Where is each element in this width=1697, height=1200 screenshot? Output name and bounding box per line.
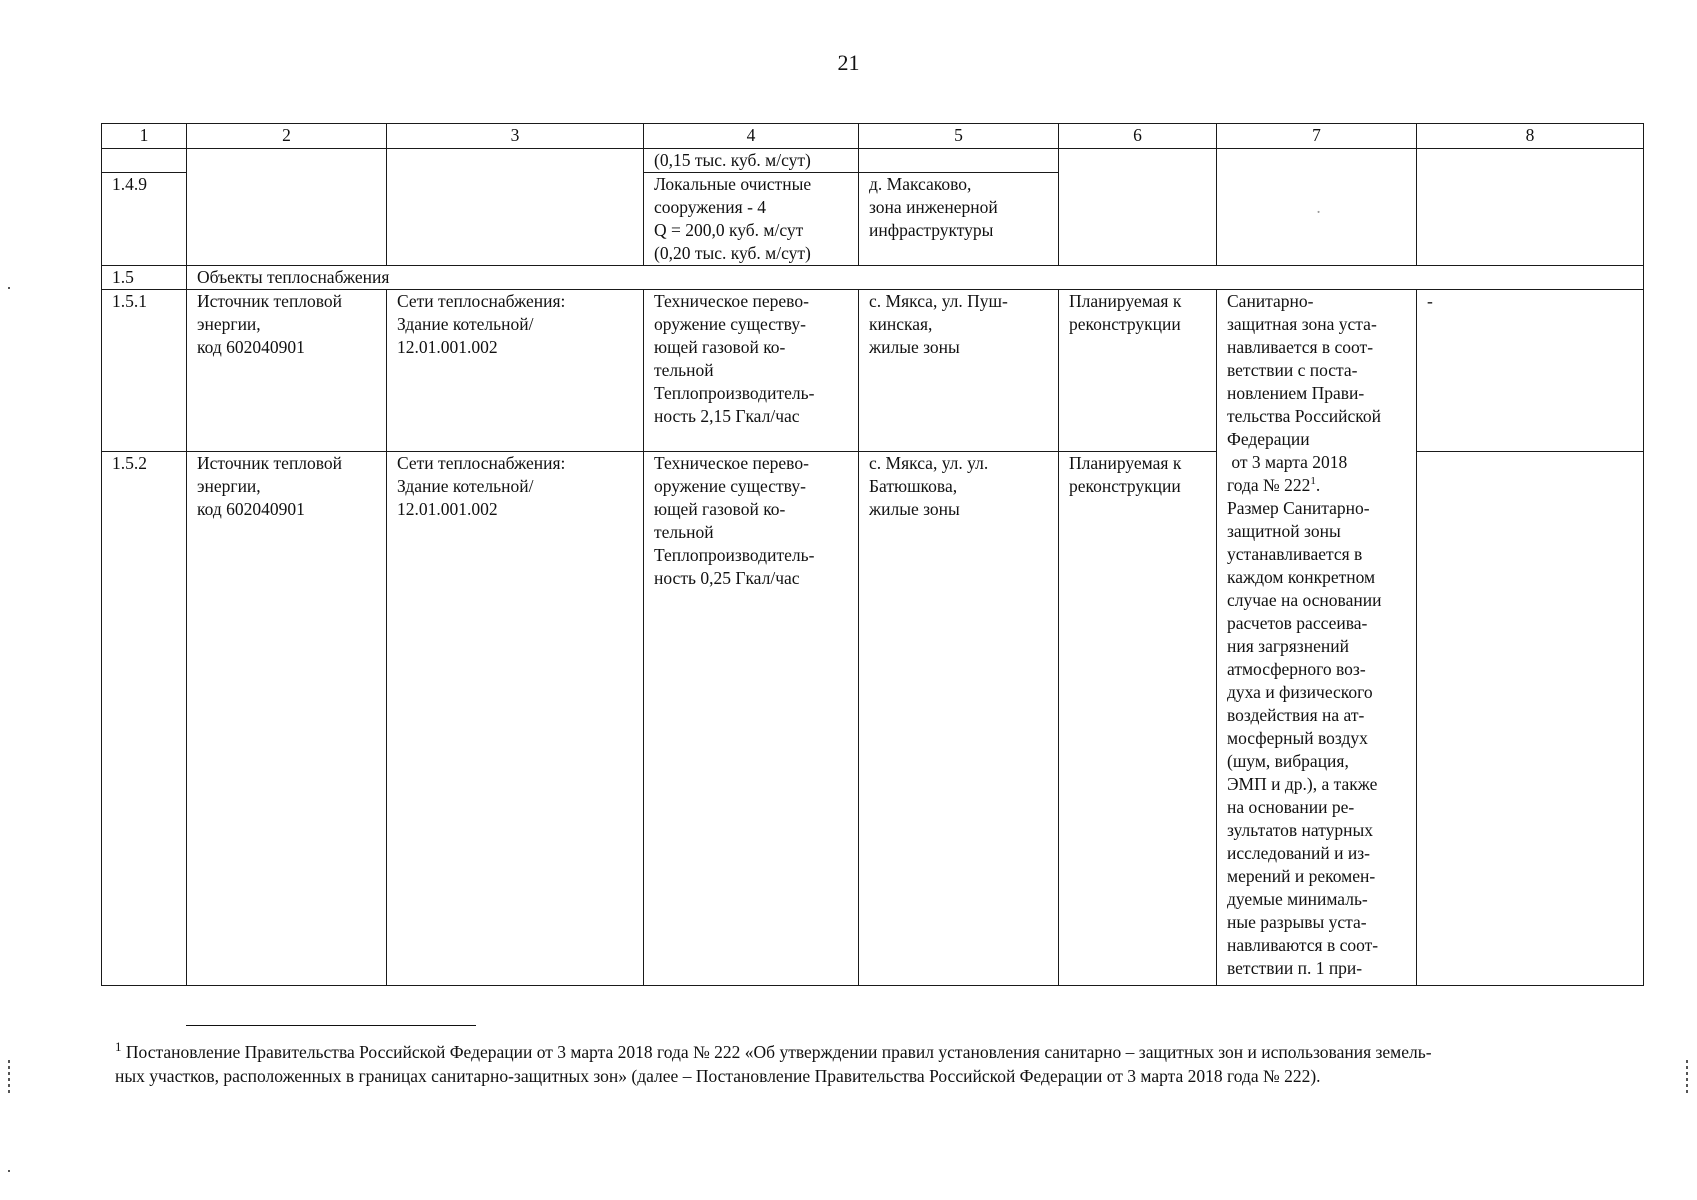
cell-num: 1.4.9 [102, 173, 187, 266]
cell-line: реконструкции [1069, 476, 1181, 496]
cell-line: жилые зоны [869, 499, 960, 519]
cell-line: устанавливается в [1227, 544, 1363, 564]
cell-line: ветствии п. 1 при- [1227, 958, 1363, 978]
cell-col8 [1417, 149, 1644, 266]
cell-line: энергии, [197, 476, 261, 496]
table-row-continuation [102, 149, 1644, 173]
cell-line: 12.01.001.002 [397, 499, 498, 519]
cell-line: Размер Санитарно- [1227, 498, 1370, 518]
cell-line: защитная зона уста- [1227, 314, 1377, 334]
cell-line: дуемые минималь- [1227, 889, 1368, 909]
cell-num: 1.5.1 [102, 290, 187, 452]
cell-line: Источник тепловой [197, 291, 343, 311]
cell-line: Техническое перево- [654, 291, 809, 311]
cell-col8 [1417, 290, 1644, 452]
ref-tail: . [1315, 475, 1321, 495]
cell-line: д. Максаково, [869, 174, 972, 194]
cell-line: жилые зоны [869, 337, 960, 357]
table-section-row-1-5 [102, 266, 1644, 290]
header-cell: 7 [1217, 124, 1417, 149]
cell-line: ность 2,15 Гкал/час [654, 406, 800, 426]
cell-line: воздействия на ат- [1227, 705, 1365, 725]
header-cell: 8 [1417, 124, 1644, 149]
cell-num: 1.5.2 [102, 452, 187, 986]
cell-line: Здание котельной/ [397, 476, 534, 496]
cell-line: ветствии с поста- [1227, 360, 1358, 380]
planning-table [101, 123, 1644, 986]
cell-col2 [187, 290, 387, 452]
footnote-mark: 1 [115, 1039, 122, 1055]
header-cell: 2 [187, 124, 387, 149]
cell-line: Планируемая к [1069, 453, 1182, 473]
cell-line: новлением Прави- [1227, 383, 1365, 403]
cell-line: (шум, вибрация, [1227, 751, 1349, 771]
cell-col6 [1059, 452, 1217, 986]
cell-mark: . [1316, 196, 1321, 217]
cell-line: Здание котельной/ [397, 314, 534, 334]
table-header-row [102, 124, 1644, 149]
cell-line: тельной [654, 360, 714, 380]
cell-line: Источник тепловой [197, 453, 343, 473]
cell-line: оружение существу- [654, 314, 806, 334]
ref-text: года № 222 [1227, 475, 1311, 495]
footnote-text: Постановление Правительства Российской Федерации от 3 марта 2018 года № 222 «Об утверждении правил установления санитарно – защитных зон и использования земель- [125, 1042, 1432, 1062]
cell-line: ющей газовой ко- [654, 499, 786, 519]
cell-line: Теплопроизводитель- [654, 383, 815, 403]
cell-line: Батюшкова, [869, 476, 958, 496]
cell-col4 [644, 149, 859, 173]
cell-line: на основании ре- [1227, 797, 1355, 817]
cell-col4 [644, 290, 859, 452]
cell-line: ния загрязнений [1227, 636, 1349, 656]
cell-col3 [387, 290, 644, 452]
cell-line: код 602040901 [197, 499, 305, 519]
cell-line: оружение существу- [654, 476, 806, 496]
cell-col2 [187, 149, 387, 266]
cell-line: реконструкции [1069, 314, 1181, 334]
cell-line: Q = 200,0 куб. м/сут [654, 220, 804, 240]
cell-line: Сети теплоснабжения: [397, 453, 566, 473]
cell-line: код 602040901 [197, 337, 305, 357]
cell-line: защитной зоны [1227, 521, 1341, 541]
cell-line: (0,20 тыс. куб. м/сут) [654, 243, 811, 263]
scan-artifact [1686, 1060, 1688, 1096]
cell-line: зультатов натурных [1227, 820, 1374, 840]
cell-line: мосферный воздух [1227, 728, 1368, 748]
cell-line: инфраструктуры [869, 220, 994, 240]
footnote-reference[interactable]: 1 [1310, 475, 1316, 488]
cell-line: 12.01.001.002 [397, 337, 498, 357]
cell-col3 [387, 149, 644, 266]
cell-col5 [859, 452, 1059, 986]
cell-col2 [187, 452, 387, 986]
cell-col5 [859, 173, 1059, 266]
cell-line: мерений и рекомен- [1227, 866, 1376, 886]
cell-col4 [644, 173, 859, 266]
section-title: Объекты теплоснабжения [187, 266, 1644, 290]
cell-col7-merged [1217, 290, 1417, 986]
cell-line: ЭМП и др.), а также [1227, 774, 1378, 794]
footnote-text-continued: ных участков, расположенных в границах санитарно-защитных зон» (далее – Постановление Правительства Российской Федерации от 3 марта 2018 года № 222). [115, 1066, 1321, 1086]
cell-dash: - [1427, 291, 1433, 311]
cell-line: Техническое перево- [654, 453, 809, 473]
cell-line: ность 0,25 Гкал/час [654, 568, 800, 588]
cell-col7 [1217, 149, 1417, 266]
cell-line: с. Мякса, ул. ул. [869, 453, 989, 473]
cell-num [102, 149, 187, 173]
header-cell: 3 [387, 124, 644, 149]
cell-line: зона инженерной [869, 197, 998, 217]
scan-artifact [8, 1170, 10, 1172]
cell-line: Федерации [1227, 429, 1310, 449]
table-row-1-5-1 [102, 290, 1644, 452]
cell-col5 [859, 149, 1059, 173]
cell-col6 [1059, 149, 1217, 266]
page-number: 21 [837, 50, 860, 75]
cell-line: Сети теплоснабжения: [397, 291, 566, 311]
cell-col5 [859, 290, 1059, 452]
cell-line: (0,15 тыс. куб. м/сут) [654, 150, 811, 170]
cell-line: ные разрывы уста- [1227, 912, 1367, 932]
cell-line: тельной [654, 522, 714, 542]
cell-line: каждом конкретном [1227, 567, 1376, 587]
footnote-divider [186, 1025, 476, 1026]
scan-artifact [8, 287, 10, 289]
cell-line: Локальные очистные [654, 174, 812, 194]
header-cell: 5 [859, 124, 1059, 149]
cell-line: от 3 марта 2018 [1227, 452, 1348, 472]
cell-col6 [1059, 290, 1217, 452]
cell-line: с. Мякса, ул. Пуш- [869, 291, 1008, 311]
cell-line: тельства Российской [1227, 406, 1381, 426]
header-cell: 1 [102, 124, 187, 149]
cell-line: Теплопроизводитель- [654, 545, 815, 565]
cell-line: энергии, [197, 314, 261, 334]
cell-line: Санитарно- [1227, 291, 1314, 311]
cell-line: кинская, [869, 314, 933, 334]
cell-line: навливаются в соот- [1227, 935, 1379, 955]
cell-line: случае на основании [1227, 590, 1382, 610]
cell-line: ющей газовой ко- [654, 337, 786, 357]
cell-line: исследований и из- [1227, 843, 1370, 863]
cell-col4 [644, 452, 859, 986]
cell-line: Планируемая к [1069, 291, 1182, 311]
scan-artifact [8, 1060, 10, 1096]
cell-line: сооружения - 4 [654, 197, 767, 217]
cell-col8 [1417, 452, 1644, 986]
cell-line: атмосферного воз- [1227, 659, 1366, 679]
cell-num: 1.5 [102, 266, 187, 290]
header-cell: 4 [644, 124, 859, 149]
cell-line-with-reference [1227, 474, 1412, 497]
cell-col3 [387, 452, 644, 986]
cell-line: духа и физического [1227, 682, 1373, 702]
header-cell: 6 [1059, 124, 1217, 149]
cell-line: расчетов рассеива- [1227, 613, 1368, 633]
footnote [115, 1040, 1655, 1088]
cell-line: навливается в соот- [1227, 337, 1374, 357]
